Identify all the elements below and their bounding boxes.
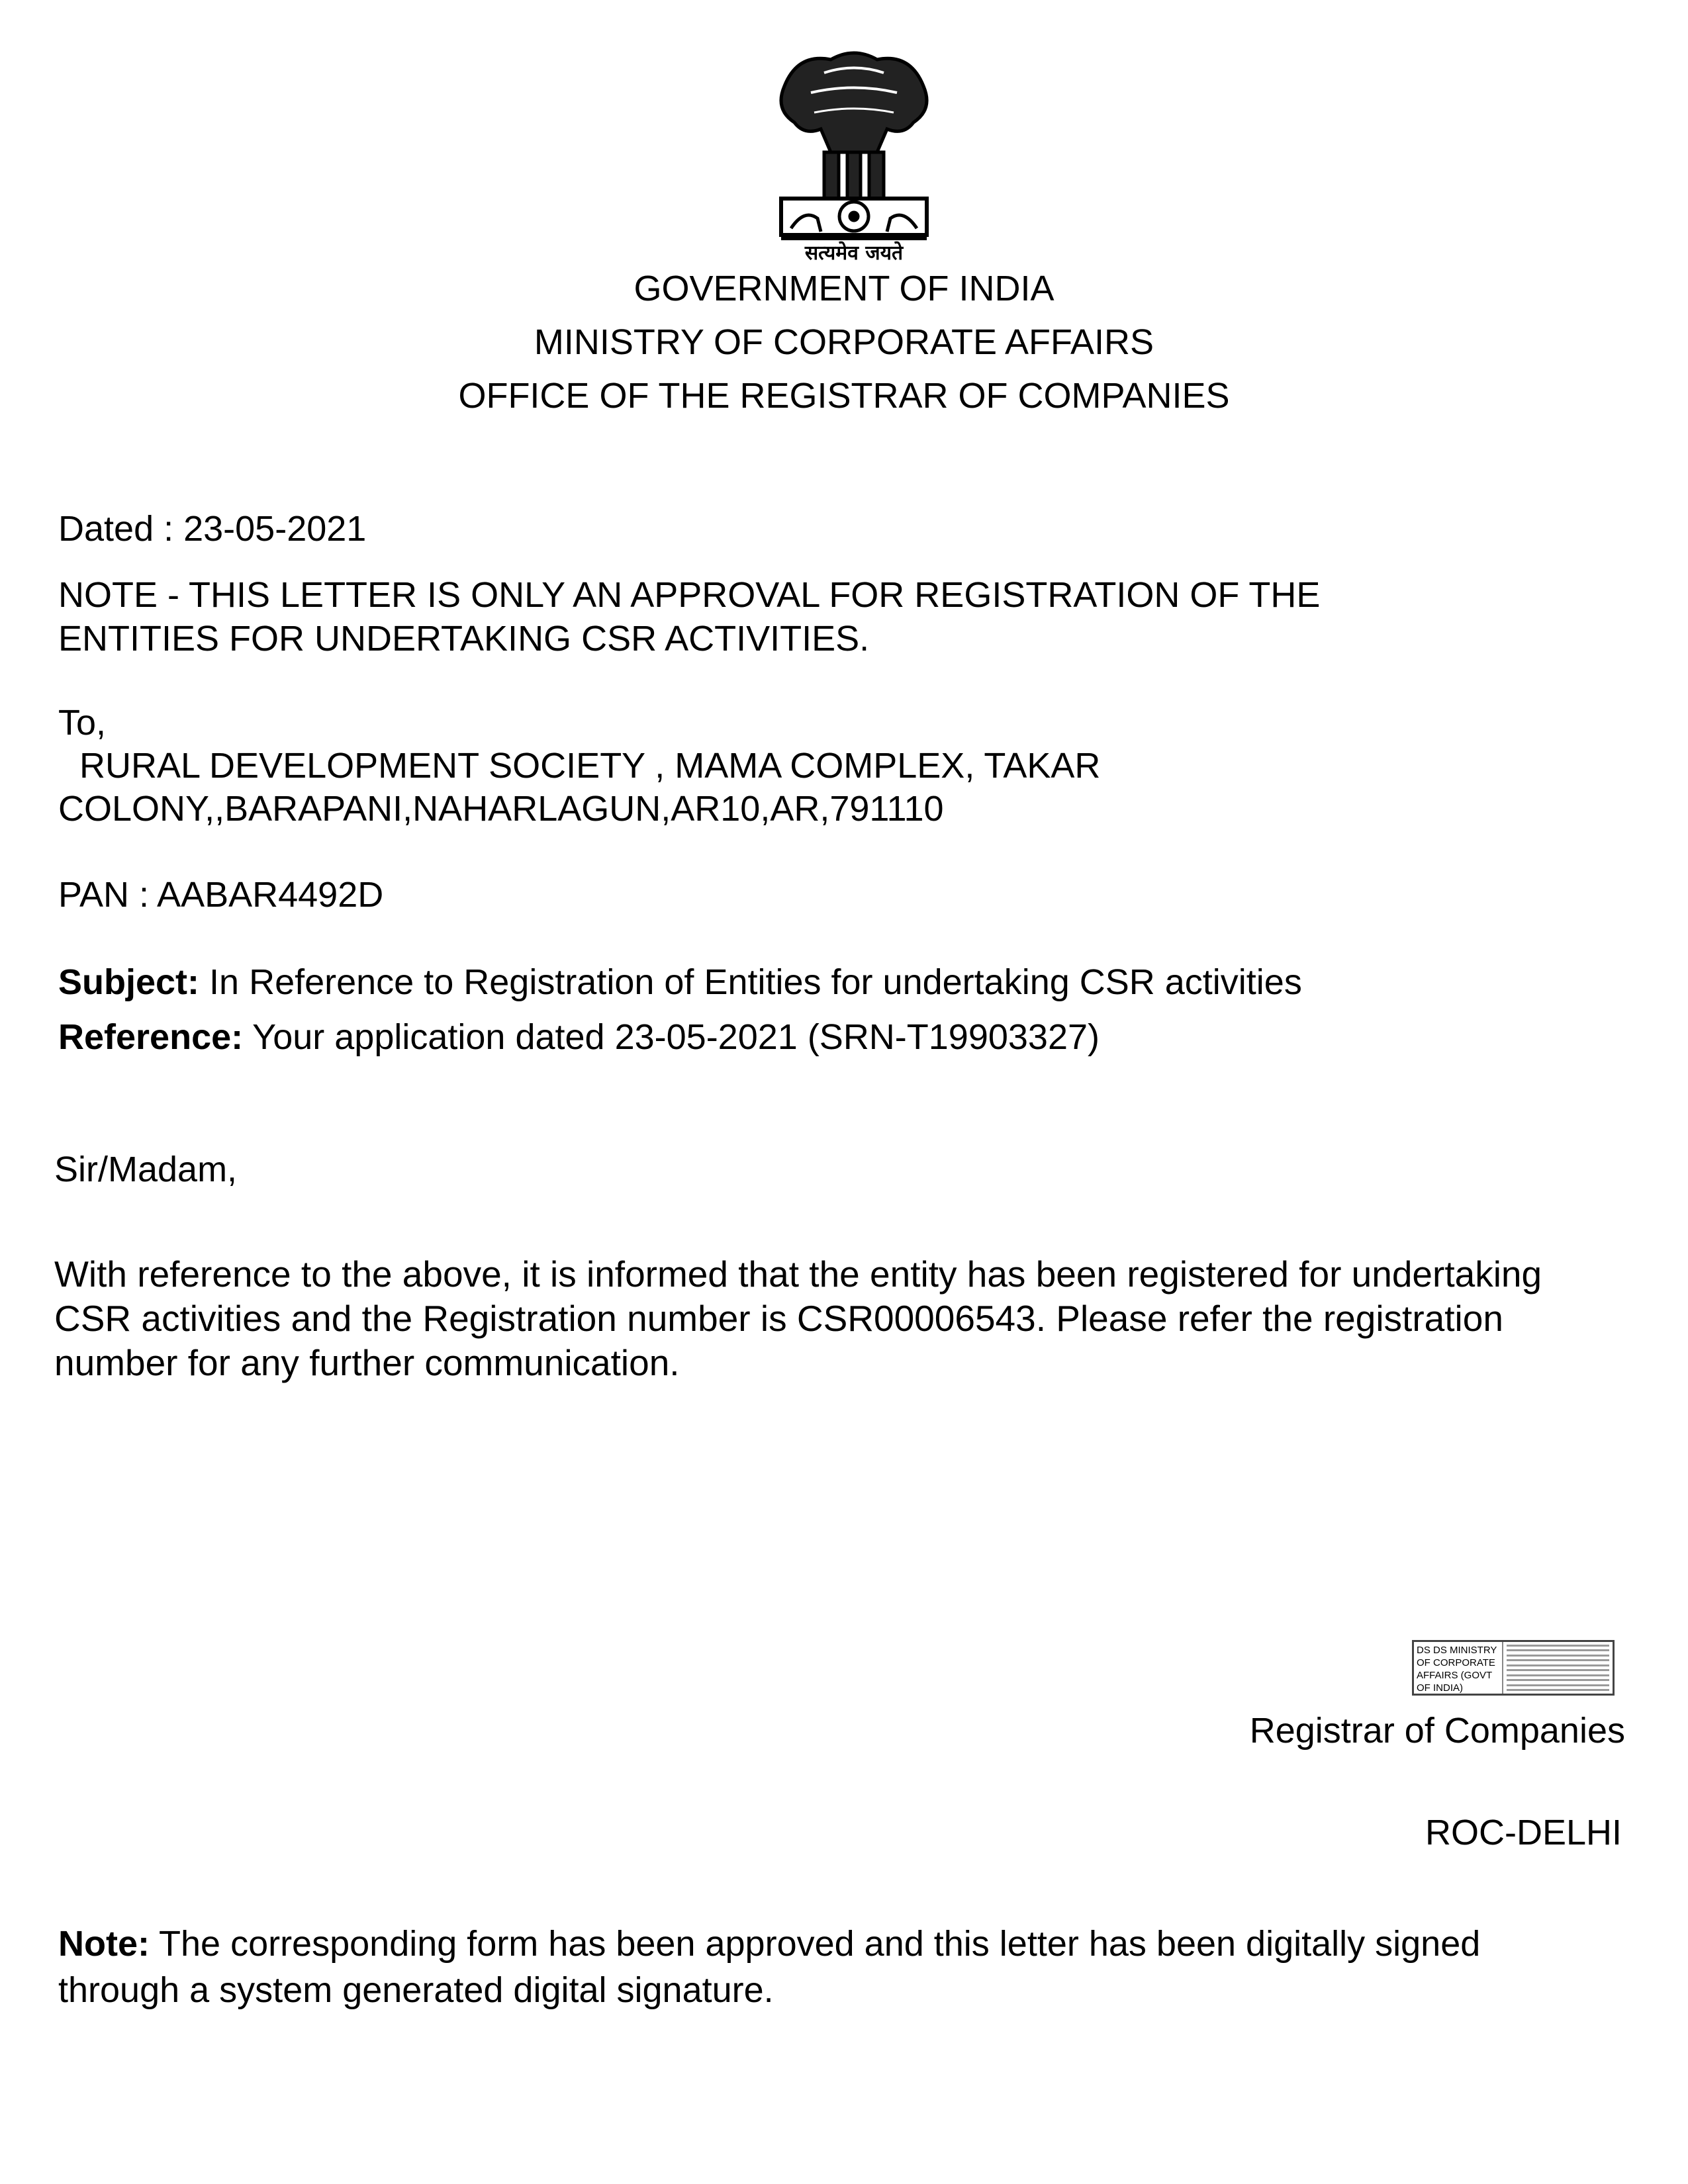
national-emblem-icon [745, 46, 963, 265]
reference-text: Your application dated 23-05-2021 (SRN-T19903327) [243, 1017, 1100, 1057]
addressee-line2: COLONY,,BARAPANI,NAHARLAGUN,AR10,AR,791110 [58, 789, 944, 829]
subject-line [58, 964, 1302, 1000]
header-government: GOVERNMENT OF INDIA [633, 269, 1055, 308]
footer-note-line2: through a system generated digital signature. [58, 1970, 774, 2010]
digital-signature-stamp [1412, 1640, 1615, 1696]
reference-label: Reference: [58, 1017, 244, 1057]
body-line1: With reference to the above, it is informed that the entity has been registered for undertaking [54, 1253, 1542, 1295]
footer-note-label: Note: [58, 1924, 150, 1964]
reference-line [58, 1019, 1100, 1055]
approval-note-line2: ENTITIES FOR UNDERTAKING CSR ACTIVITIES. [58, 619, 870, 659]
signatory-title: Registrar of Companies [1249, 1711, 1625, 1751]
salutation: Sir/Madam, [54, 1150, 238, 1189]
footer-note-text: The corresponding form has been approved and this letter has been digitally signed [149, 1924, 1481, 1964]
body-line2: CSR activities and the Registration number is CSR00006543. Please refer the registration [54, 1298, 1503, 1339]
body-line3: number for any further communication. [54, 1342, 680, 1383]
approval-note-line1: NOTE - THIS LETTER IS ONLY AN APPROVAL FOR REGISTRATION OF THE [58, 575, 1321, 615]
dated-line: Dated : 23-05-2021 [58, 509, 367, 549]
signatory-office: ROC-DELHI [1425, 1813, 1622, 1852]
footer-note-line1 [58, 1926, 1480, 1962]
subject-text: In Reference to Registration of Entities for undertaking CSR activities [199, 962, 1302, 1002]
pan-line: PAN : AABAR4492D [58, 875, 384, 915]
to-label: To, [58, 703, 107, 743]
signature-stamp-text: DS DS MINISTRY OF CORPORATE AFFAIRS (GOVT OF INDIA) [1414, 1642, 1503, 1694]
header-ministry: MINISTRY OF CORPORATE AFFAIRS [534, 322, 1154, 362]
subject-label: Subject: [58, 962, 200, 1002]
signature-stamp-details [1503, 1642, 1613, 1694]
addressee-line1: RURAL DEVELOPMENT SOCIETY , MAMA COMPLEX, TAKAR [79, 746, 1101, 786]
emblem-motto: सत्यमेव जयते [804, 242, 904, 265]
header-office: OFFICE OF THE REGISTRAR OF COMPANIES [458, 376, 1230, 416]
